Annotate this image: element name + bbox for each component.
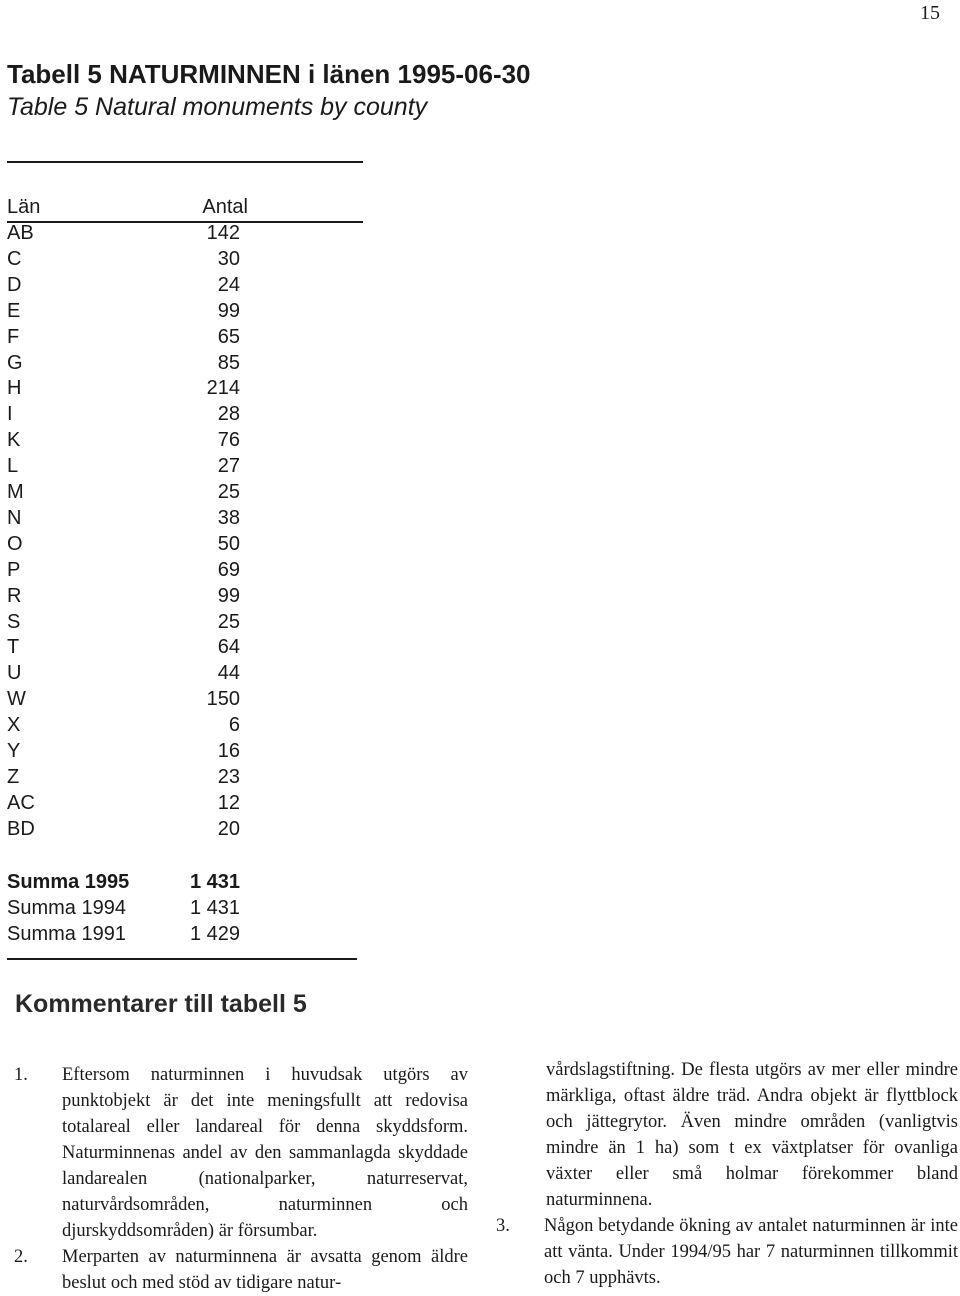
comment-number: 1.	[14, 1065, 28, 1085]
county-code: H	[7, 377, 22, 400]
comments-heading: Kommentarer till tabell 5	[15, 990, 307, 1018]
county-code: F	[7, 325, 20, 348]
comment-number: 3.	[496, 1216, 510, 1236]
table-row	[7, 505, 240, 531]
monument-count: 27	[217, 455, 240, 478]
county-code: I	[7, 403, 13, 426]
table-title-swedish: Tabell 5 NATURMINNEN i länen 1995-06-30	[7, 59, 531, 89]
comment-text: Merparten av naturminnena är avsatta genom äldre beslut och med stöd av tidigare natur-	[62, 1247, 468, 1293]
county-code: T	[7, 636, 20, 659]
table-row	[7, 609, 240, 635]
county-code: G	[7, 351, 23, 374]
table-row	[7, 712, 240, 738]
table-row	[7, 634, 240, 660]
sum-label: Summa 1994	[7, 897, 126, 919]
comments-left-column	[14, 1062, 468, 1296]
table-row	[7, 453, 240, 479]
table-row	[7, 375, 240, 401]
table-row	[7, 531, 240, 557]
table-row	[7, 686, 240, 712]
monument-count: 25	[217, 610, 240, 633]
comment-text: Eftersom naturminnen i huvudsak utgörs av punktobjekt är det inte meningsfullt att redovisa totalareal eller landareal för denna skyddsform. Naturminnenas andel av den sammanlagda skyddade landarealen (nationalparker, naturreservat, naturvårdsområden, naturminnen och djurskyddsområden) är försumbar.	[62, 1065, 468, 1241]
monument-count: 214	[206, 377, 240, 400]
county-code: R	[7, 584, 22, 607]
sum-value: 1 429	[189, 923, 240, 945]
table-row	[7, 220, 240, 246]
county-code: W	[7, 688, 26, 711]
table-header-row	[7, 194, 248, 220]
table-row	[7, 816, 240, 842]
monument-count: 85	[217, 351, 240, 374]
monument-count: 24	[217, 273, 240, 296]
comment-number: 2.	[14, 1247, 28, 1267]
table-title-english: Table 5 Natural monuments by county	[7, 93, 428, 121]
monument-count: 99	[217, 584, 240, 607]
monument-count: 69	[217, 558, 240, 581]
monument-count: 28	[217, 403, 240, 426]
table-row	[7, 790, 240, 816]
county-code: Y	[7, 740, 21, 762]
monument-count: 30	[217, 247, 240, 270]
table-row	[7, 660, 240, 686]
column-header-antal: Antal	[202, 196, 248, 218]
monument-count: 44	[217, 662, 240, 685]
sum-row	[7, 921, 240, 947]
sum-label: Summa 1991	[7, 923, 126, 945]
county-code: C	[7, 247, 22, 270]
county-code: K	[7, 429, 21, 452]
sum-value: 1 431	[189, 871, 240, 893]
county-code: E	[7, 299, 21, 322]
column-header-lan: Län	[7, 196, 41, 218]
comment-item-2	[14, 1244, 468, 1296]
monument-count: 64	[217, 636, 240, 659]
table-row	[7, 246, 240, 272]
table-top-rule	[7, 161, 363, 163]
comments-right-column	[496, 1057, 958, 1291]
monument-count: 6	[228, 714, 240, 737]
table-row	[7, 479, 240, 505]
table-row	[7, 272, 240, 298]
county-code: X	[7, 714, 21, 737]
monument-count: 99	[217, 299, 240, 322]
county-code: N	[7, 506, 22, 529]
table-row	[7, 738, 240, 764]
county-code: D	[7, 273, 22, 296]
county-code: Z	[7, 765, 20, 788]
comment-item-3	[496, 1213, 958, 1291]
page-number: 15	[920, 2, 940, 24]
monument-count: 150	[206, 688, 240, 711]
monument-count: 142	[206, 222, 240, 244]
monument-count: 25	[217, 481, 240, 503]
table-row	[7, 350, 240, 376]
monument-count: 23	[217, 765, 240, 788]
sum-value: 1 431	[189, 897, 240, 919]
comment-item-1	[14, 1062, 468, 1244]
county-code: AC	[7, 791, 35, 814]
sum-row	[7, 895, 240, 921]
monument-count: 16	[217, 740, 240, 762]
table-row	[7, 583, 240, 609]
sum-row	[7, 869, 240, 895]
comment-text: Någon betydande ökning av antalet naturminnen är inte att vänta. Under 1994/95 har 7 naturminnen tillkommit och 7 upphävts.	[544, 1216, 958, 1288]
monument-count: 76	[217, 429, 240, 452]
county-code: L	[7, 455, 19, 478]
table-row	[7, 427, 240, 453]
county-code: AB	[7, 222, 34, 244]
comment-item-2-continuation: vårdslagstiftning. De flesta utgörs av mer eller mindre märkliga, oftast äldre träd. Andra objekt är flyttblock och jättegrytor. Även mindre områden (vanligtvis mindre än 1 ha) som t ex växtplatser för ovanliga växter eller små holmar förekommer bland naturminnena.	[546, 1060, 958, 1210]
table-bottom-rule	[7, 958, 357, 960]
county-code: M	[7, 481, 24, 503]
monument-count: 50	[217, 532, 240, 555]
county-code: O	[7, 532, 23, 555]
monument-count: 20	[217, 817, 240, 840]
table-row	[7, 298, 240, 324]
sum-label: Summa 1995	[7, 871, 130, 893]
table-row	[7, 557, 240, 583]
county-code: P	[7, 558, 21, 581]
table-row	[7, 401, 240, 427]
table-row	[7, 764, 240, 790]
county-code: S	[7, 610, 21, 633]
county-code: BD	[7, 817, 35, 840]
county-code: U	[7, 662, 22, 685]
monument-count: 65	[217, 325, 240, 348]
monument-count: 12	[217, 791, 240, 814]
monument-count: 38	[217, 506, 240, 529]
table-row	[7, 324, 240, 350]
